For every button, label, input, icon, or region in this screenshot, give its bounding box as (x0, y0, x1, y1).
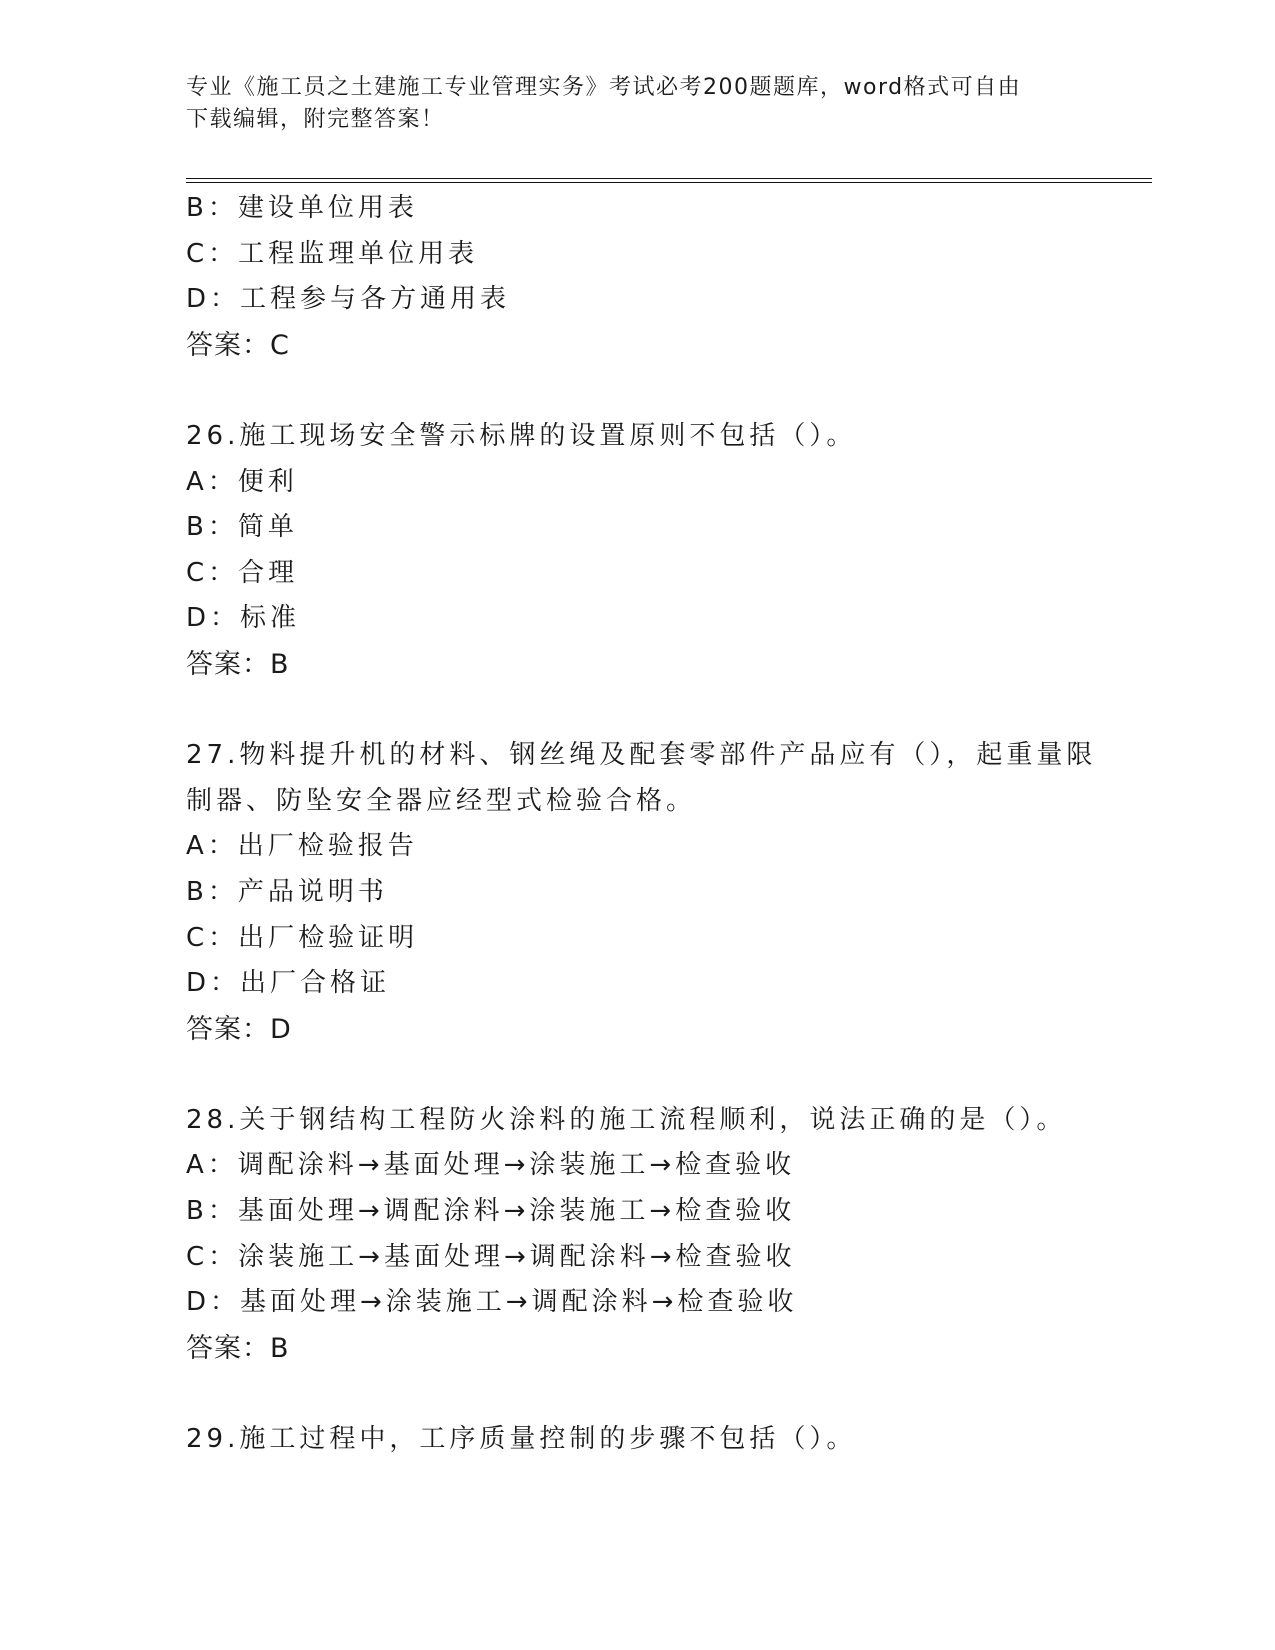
option-c: C：出厂检验证明 (186, 922, 419, 953)
question-25-partial (186, 186, 1146, 368)
question-spacer (186, 368, 1146, 414)
question-text: 26.施工现场安全警示标牌的设置原则不包括（）。 (186, 420, 857, 451)
answer-line: 答案：D (186, 1013, 292, 1045)
option-d: D：标准 (186, 603, 301, 634)
header-line-1: 专业《施工员之土建施工专业管理实务》考试必考200题题库，word格式可自由 (186, 75, 1022, 100)
option-c: C：工程监理单位用表 (186, 238, 479, 269)
header-line-2: 下载编辑，附完整答案！ (186, 107, 445, 132)
option-a: A：出厂检验报告 (186, 831, 418, 862)
question-27 (186, 733, 1146, 1052)
question-text-line-2: 制器、防坠安全器应经型式检验合格。 (186, 785, 697, 816)
question-spacer (186, 1052, 1146, 1098)
header-rule-bottom (186, 182, 1152, 183)
option-d: D：工程参与各方通用表 (186, 284, 511, 315)
option-b: B：建设单位用表 (186, 193, 418, 223)
question-text-line-1: 27.物料提升机的材料、钢丝绳及配套零部件产品应有（），起重量限 (186, 740, 1097, 771)
question-26 (186, 414, 1146, 688)
question-list (186, 186, 1146, 1463)
option-b: B：产品说明书 (186, 876, 388, 907)
option-d: D：出厂合格证 (186, 968, 391, 999)
option-c: C：合理 (186, 557, 299, 588)
option-c: C：涂装施工→基面处理→调配涂料→检查验收 (186, 1241, 796, 1272)
option-a: A：便利 (186, 466, 298, 497)
option-a: A：调配涂料→基面处理→涂装施工→检查验收 (186, 1150, 796, 1181)
option-d: D：基面处理→涂装施工→调配涂料→检查验收 (186, 1287, 798, 1318)
question-text: 29.施工过程中，工序质量控制的步骤不包括（）。 (186, 1424, 857, 1455)
question-spacer (186, 688, 1146, 734)
question-spacer (186, 1371, 1146, 1417)
question-28 (186, 1098, 1146, 1372)
answer-line: 答案：B (186, 1332, 290, 1364)
question-text: 28.关于钢结构工程防火涂料的施工流程顺利，说法正确的是（）。 (186, 1104, 1067, 1135)
answer-line: 答案：C (186, 329, 290, 361)
document-header (186, 72, 1076, 136)
answer-line: 答案：B (186, 648, 290, 680)
question-29 (186, 1417, 1146, 1463)
header-rule-top (186, 178, 1152, 179)
option-b: B：基面处理→调配涂料→涂装施工→检查验收 (186, 1196, 796, 1227)
option-b: B：简单 (186, 512, 298, 543)
